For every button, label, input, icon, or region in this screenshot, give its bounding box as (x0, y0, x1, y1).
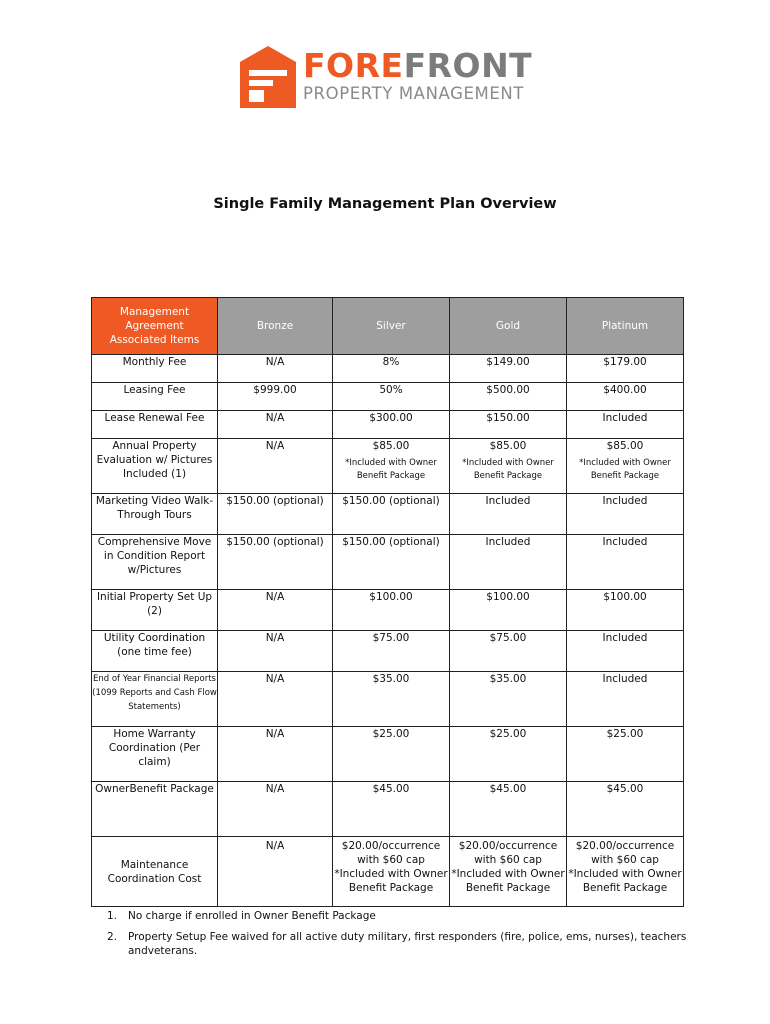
gold-value: $35.00 (450, 672, 567, 727)
platinum-value: $85.00 (606, 440, 644, 452)
table-row (92, 383, 684, 411)
header-silver: Silver (333, 298, 450, 355)
bronze-value: N/A (218, 590, 333, 631)
silver-value: $150.00 (optional) (333, 535, 450, 590)
silver-value: 50% (333, 383, 450, 411)
silver-value: $20.00/occurrence with $60 cap *Included with Owner Benefit Package (333, 837, 450, 907)
gold-value: $25.00 (450, 727, 567, 782)
silver-value: $25.00 (333, 727, 450, 782)
silver-value: $100.00 (333, 590, 450, 631)
row-label: End of Year Financial Reports (1099 Reports and Cash Flow Statements) (92, 672, 218, 727)
brand-name-part2: FRONT (403, 46, 533, 85)
platinum-value: $400.00 (567, 383, 684, 411)
footnote-text: Property Setup Fee waived for all active duty military, first responders (fire, police, ems, nurses), teachers andveterans. (128, 931, 687, 957)
gold-value: Included (450, 494, 567, 535)
silver-value: 8% (333, 355, 450, 383)
table-row (92, 837, 684, 907)
header-gold: Gold (450, 298, 567, 355)
row-label: OwnerBenefit Package (92, 782, 218, 837)
brand-name-part1: FORE (303, 46, 404, 85)
gold-value: Included (450, 535, 567, 590)
row-label: Monthly Fee (92, 355, 218, 383)
bronze-value: $999.00 (218, 383, 333, 411)
table-row (92, 631, 684, 672)
brand-subtitle: PROPERTY MANAGEMENT (303, 84, 525, 103)
table-header-row (92, 298, 684, 355)
bronze-value: N/A (218, 355, 333, 383)
table-row (92, 494, 684, 535)
platinum-value: $45.00 (567, 782, 684, 837)
gold-value: $149.00 (450, 355, 567, 383)
footnote-number: 2. (107, 931, 118, 943)
silver-value: $45.00 (333, 782, 450, 837)
row-label: Home Warranty Coordination (Per claim) (92, 727, 218, 782)
platinum-value: $25.00 (567, 727, 684, 782)
silver-value: $150.00 (optional) (333, 494, 450, 535)
silver-value: $75.00 (333, 631, 450, 672)
footnote-number: 1. (107, 910, 118, 922)
bronze-value: N/A (218, 782, 333, 837)
row-label: Lease Renewal Fee (92, 411, 218, 439)
table-row (92, 727, 684, 782)
platinum-value: Included (567, 411, 684, 439)
header-bronze: Bronze (218, 298, 333, 355)
bronze-value: N/A (218, 837, 333, 907)
bronze-value: $150.00 (optional) (218, 494, 333, 535)
brand-logo (240, 46, 540, 112)
gold-value: $85.00 (489, 440, 527, 452)
table-row (92, 782, 684, 837)
table-row (92, 355, 684, 383)
bronze-value: N/A (218, 631, 333, 672)
row-label: Comprehensive Move in Condition Report w/Pictures (92, 535, 218, 590)
row-label: Leasing Fee (92, 383, 218, 411)
platinum-value: Included (567, 631, 684, 672)
plans-table (91, 297, 684, 907)
silver-note: *Included with Owner Benefit Package (345, 458, 437, 481)
table-row (92, 439, 684, 494)
header-platinum: Platinum (567, 298, 684, 355)
row-label: Marketing Video Walk-Through Tours (92, 494, 218, 535)
bronze-value: N/A (218, 672, 333, 727)
bronze-value: $150.00 (optional) (218, 535, 333, 590)
footnote-text: No charge if enrolled in Owner Benefit Package (128, 910, 376, 922)
silver-value: $300.00 (333, 411, 450, 439)
brand-name (303, 48, 532, 84)
gold-value: $75.00 (450, 631, 567, 672)
platinum-value: $100.00 (567, 590, 684, 631)
platinum-value: $20.00/occurrence with $60 cap *Included with Owner Benefit Package (567, 837, 684, 907)
gold-value: $45.00 (450, 782, 567, 837)
silver-value: $85.00 (372, 440, 410, 452)
table-row (92, 411, 684, 439)
header-items: Management Agreement Associated Items (92, 298, 218, 355)
bronze-value: N/A (218, 439, 333, 494)
table-row (92, 590, 684, 631)
platinum-value: Included (567, 535, 684, 590)
house-logo-icon (240, 46, 296, 108)
bronze-value: N/A (218, 411, 333, 439)
row-label: Utility Coordination (one time fee) (92, 631, 218, 672)
row-label: Maintenance Coordination Cost (92, 837, 218, 907)
row-label: Annual Property Evaluation w/ Pictures Included (1) (92, 439, 218, 494)
bronze-value: N/A (218, 727, 333, 782)
platinum-value: Included (567, 672, 684, 727)
gold-value: $100.00 (450, 590, 567, 631)
platinum-value: $179.00 (567, 355, 684, 383)
platinum-value: Included (567, 494, 684, 535)
page-title: Single Family Management Plan Overview (213, 196, 557, 212)
table-row (92, 672, 684, 727)
gold-note: *Included with Owner Benefit Package (462, 458, 554, 481)
gold-value: $500.00 (450, 383, 567, 411)
silver-value: $35.00 (333, 672, 450, 727)
table-row (92, 535, 684, 590)
platinum-note: *Included with Owner Benefit Package (579, 458, 671, 481)
gold-value: $20.00/occurrence with $60 cap *Included with Owner Benefit Package (450, 837, 567, 907)
gold-value: $150.00 (450, 411, 567, 439)
row-label: Initial Property Set Up (2) (92, 590, 218, 631)
